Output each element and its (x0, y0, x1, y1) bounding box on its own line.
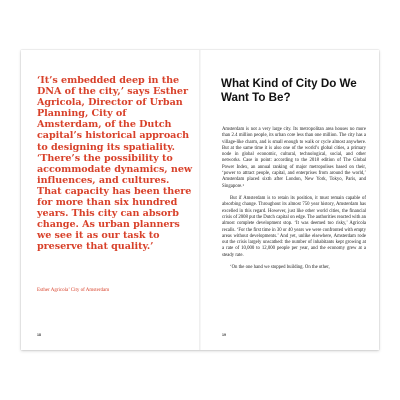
paragraph: ‘On the one hand we stopped building. On the other, (230, 265, 330, 271)
paragraph: Amsterdam is not a very large city. Its metropolitan area houses no more than 2.4 million people, its urban core less than one million. The city has a village-like charm, and is small enough to walk or cycle almost anywhere. But at the same time it is also one of the world’s global cities, a primary node in global economic, cultural, technological, social, and other networks. Case in point: according to the 2018 edition of The Global Power Index, an annual ranking of major metropolises based on their, ‘power to attract people, capital, and enterprises from around the world,’ Amsterdam placed sixth after London, New York, Tokyo, Paris, and Singapore.¹ (222, 127, 366, 189)
quote-caption: Esther Agricola’ City of Amsterdam (37, 288, 110, 293)
left-page (21, 50, 200, 350)
paragraph: But if Amsterdam is to retain its position, it must remain capable of absorbing change. Throughout its almost 750 year history, Amsterdam has excelled in this regard. However, just like other world cities, the financial crisis of 2008 put the Dutch capital on edge. The authorities reacted with an almost complete development stop. ‘It was deemed too risky,’ Agricola recalls. ‘For the first time in 30 or 40 years we were confronted with empty areas without developments.’ And yet, unlike elsewhere, Amsterdam rode out the crisis largely unscathed: the number of inhabitants kept growing at a rate of 10,000 to 12,000 people per year, and the economy grew at a steady rate. (222, 196, 366, 258)
page-number-left: 18 (37, 333, 41, 337)
pull-quote: ‘It’s embedded deep in the DNA of the city,’ says Esther Agricola, Director of Urban Planning, City of Amsterdam, of the Dutch capital’s historical approach to designing its spatiality. ‘There’s the possibility to accommodate dynamics, new influences, and cultures. That capacity has been there for more than six hundred years. This city can absorb change. As urban planners we see it as our task to preserve that quality.’ (37, 75, 193, 253)
chapter-title: What Kind of City Do We Want To Be? (221, 77, 357, 104)
right-page (201, 50, 379, 350)
book-spread (21, 50, 379, 350)
page-number-right: 19 (222, 333, 226, 337)
body-text (222, 127, 366, 272)
